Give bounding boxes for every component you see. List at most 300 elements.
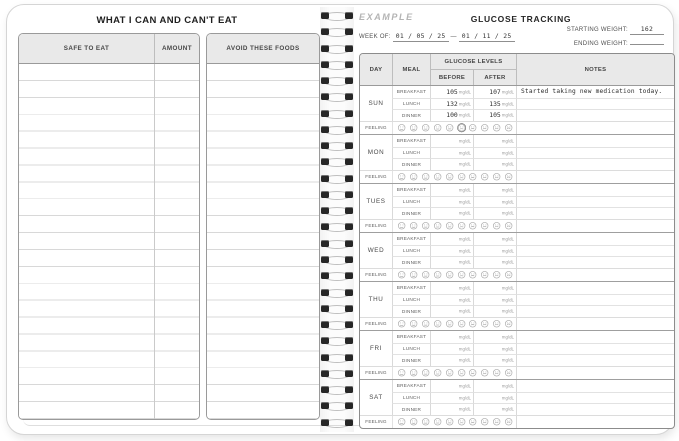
after-value-cell — [473, 207, 516, 219]
feeling-row — [360, 121, 674, 135]
safe-table-column-divider — [154, 64, 155, 419]
feeling-face-icon — [421, 368, 430, 378]
before-value-cell — [430, 158, 473, 170]
glucose-table-body — [360, 86, 674, 428]
feeling-face-icon — [445, 417, 454, 427]
feeling-face-icon — [421, 172, 430, 182]
unit-label: mg/dL — [458, 138, 471, 144]
unit-label: mg/dL — [458, 112, 471, 118]
before-value-cell — [430, 354, 473, 366]
unit-label: mg/dL — [458, 346, 471, 352]
feeling-face-icon — [504, 368, 513, 378]
note-text — [516, 245, 674, 257]
spiral-hole-right — [345, 289, 353, 296]
after-value-cell — [473, 282, 516, 294]
unit-label: mg/dL — [458, 285, 471, 291]
unit-label: mg/dL — [458, 210, 471, 216]
left-page-title: WHAT I CAN AND CAN'T EAT — [96, 15, 238, 26]
feeling-face-icon — [457, 172, 466, 182]
note-text: Started taking new medication today. — [516, 86, 674, 98]
unit-label: mg/dL — [501, 199, 514, 205]
feeling-face-icon — [397, 172, 406, 182]
feeling-scale — [392, 416, 516, 429]
feeling-notes-cell — [516, 318, 674, 331]
feeling-row — [360, 415, 674, 429]
feeling-row — [360, 268, 674, 282]
feeling-face-icon — [409, 123, 418, 133]
feeling-notes-cell — [516, 416, 674, 429]
unit-label: mg/dL — [501, 346, 514, 352]
meal-label-lunch: LUNCH — [392, 245, 430, 257]
after-value-cell — [473, 158, 516, 170]
feeling-face-icon — [480, 319, 489, 329]
ending-weight-value — [630, 43, 664, 45]
note-text — [516, 207, 674, 219]
before-value-cell — [430, 331, 473, 343]
notebook-cover — [6, 4, 674, 435]
day-block — [360, 330, 674, 379]
day-block — [360, 281, 674, 330]
meal-label-breakfast: BREAKFAST — [392, 331, 430, 343]
after-value-cell — [473, 147, 516, 159]
spiral-hole-left — [321, 28, 329, 35]
feeling-face-icon — [409, 172, 418, 182]
spiral-hole-right — [345, 175, 353, 182]
feeling-face-icon — [445, 221, 454, 231]
feeling-face-icon — [397, 123, 406, 133]
spiral-loop-icon — [320, 173, 354, 185]
after-value-cell — [473, 392, 516, 404]
safe-table-blank-rows — [19, 64, 199, 419]
note-text — [516, 331, 674, 343]
before-value-cell — [430, 147, 473, 159]
unit-label: mg/dL — [458, 297, 471, 303]
unit-label: mg/dL — [501, 297, 514, 303]
meal-label-breakfast: BREAKFAST — [392, 233, 430, 245]
feeling-notes-cell — [516, 171, 674, 184]
unit-label: mg/dL — [458, 334, 471, 340]
spiral-loop-icon — [320, 75, 354, 87]
spiral-loop-icon — [320, 319, 354, 331]
spiral-loop-icon — [320, 303, 354, 315]
note-text — [516, 135, 674, 147]
avoid-foods-table — [206, 33, 320, 420]
feeling-scale — [392, 122, 516, 135]
week-end-date: 01 / 11 / 25 — [459, 32, 515, 42]
feeling-face-icon — [504, 270, 513, 280]
spiral-hole-right — [345, 93, 353, 100]
feeling-face-icon — [433, 270, 442, 280]
feeling-face-icon — [480, 368, 489, 378]
avoid-table-header — [207, 34, 319, 64]
spiral-loop-icon — [320, 221, 354, 233]
after-value-cell — [473, 109, 516, 121]
glucose-before-value: 100 — [446, 111, 458, 120]
unit-label: mg/dL — [501, 112, 514, 118]
note-text — [516, 184, 674, 196]
unit-label: mg/dL — [458, 406, 471, 412]
unit-label: mg/dL — [501, 395, 514, 401]
spiral-hole-left — [321, 77, 329, 84]
feeling-face-icon — [480, 417, 489, 427]
feeling-row — [360, 219, 674, 233]
glucose-tracking-table — [359, 53, 675, 429]
glucose-after-value: 135 — [489, 99, 501, 108]
spiral-hole-right — [345, 45, 353, 52]
spiral-hole-left — [321, 207, 329, 214]
starting-weight-label: STARTING WEIGHT: — [566, 27, 629, 33]
feeling-face-icon — [445, 368, 454, 378]
spiral-loop-icon — [320, 368, 354, 380]
feeling-notes-cell — [516, 367, 674, 380]
spiral-hole-right — [345, 337, 353, 344]
before-value-cell — [430, 392, 473, 404]
unit-label: mg/dL — [501, 334, 514, 340]
note-text — [516, 294, 674, 306]
spiral-loop-icon — [320, 59, 354, 71]
feeling-face-icon — [504, 172, 513, 182]
unit-label: mg/dL — [458, 236, 471, 242]
spiral-hole-right — [345, 272, 353, 279]
meal-label-lunch: LUNCH — [392, 392, 430, 404]
spiral-hole-right — [345, 12, 353, 19]
after-value-cell — [473, 380, 516, 392]
spiral-hole-right — [345, 256, 353, 263]
note-text — [516, 354, 674, 366]
unit-label: mg/dL — [501, 210, 514, 216]
note-text — [516, 282, 674, 294]
feeling-face-icon — [421, 319, 430, 329]
spiral-loop-icon — [320, 10, 354, 22]
spiral-loop-icon — [320, 26, 354, 38]
unit-label: mg/dL — [501, 101, 514, 107]
spiral-hole-right — [345, 77, 353, 84]
spiral-hole-right — [345, 305, 353, 312]
after-value-cell — [473, 233, 516, 245]
note-text — [516, 392, 674, 404]
spiral-hole-left — [321, 370, 329, 377]
meal-label-dinner: DINNER — [392, 109, 430, 121]
feeling-face-icon — [397, 221, 406, 231]
spiral-loop-icon — [320, 287, 354, 299]
spiral-binding — [320, 7, 354, 432]
spiral-loop-icon — [320, 189, 354, 201]
feeling-scale — [392, 220, 516, 233]
after-value-cell — [473, 196, 516, 208]
before-value-cell — [430, 135, 473, 147]
weight-fields — [567, 25, 664, 53]
unit-label: mg/dL — [501, 406, 514, 412]
before-value-cell — [430, 403, 473, 415]
feeling-face-icon — [409, 270, 418, 280]
spiral-loop-icon — [320, 124, 354, 136]
feeling-label: FEELING — [365, 321, 387, 327]
feeling-face-icon — [492, 417, 501, 427]
day-label: WED — [367, 246, 385, 254]
note-text — [516, 147, 674, 159]
after-value-cell — [473, 256, 516, 268]
spiral-hole-left — [321, 61, 329, 68]
spiral-loop-icon — [320, 384, 354, 396]
unit-label: mg/dL — [458, 395, 471, 401]
after-value-cell — [473, 305, 516, 317]
spiral-hole-right — [345, 386, 353, 393]
starting-weight-value: 162 — [630, 25, 664, 35]
note-text — [516, 109, 674, 121]
after-value-cell — [473, 245, 516, 257]
notes-column-header: NOTES — [516, 54, 674, 85]
feeling-scale — [392, 171, 516, 184]
spiral-hole-left — [321, 386, 329, 393]
spiral-hole-left — [321, 93, 329, 100]
meal-label-breakfast: BREAKFAST — [392, 184, 430, 196]
unit-label: mg/dL — [458, 259, 471, 265]
feeling-label: FEELING — [365, 223, 387, 229]
spiral-hole-left — [321, 272, 329, 279]
day-column-header: DAY — [369, 66, 383, 73]
meal-label-dinner: DINNER — [392, 256, 430, 268]
feeling-label: FEELING — [365, 370, 387, 376]
unit-label: mg/dL — [458, 308, 471, 314]
before-value-cell — [430, 184, 473, 196]
glucose-before-value: 105 — [446, 87, 458, 96]
feeling-notes-cell — [516, 122, 674, 135]
feeling-face-icon — [504, 123, 513, 133]
feeling-face-icon — [492, 172, 501, 182]
feeling-face-icon — [480, 123, 489, 133]
feeling-scale — [392, 367, 516, 380]
day-block — [360, 183, 674, 232]
feeling-notes-cell — [516, 269, 674, 282]
feeling-face-icon — [397, 417, 406, 427]
meal-label-breakfast: BREAKFAST — [392, 380, 430, 392]
note-text — [516, 305, 674, 317]
spiral-hole-right — [345, 354, 353, 361]
spiral-hole-right — [345, 321, 353, 328]
feeling-face-icon — [492, 221, 501, 231]
feeling-face-icon — [445, 172, 454, 182]
unit-label: mg/dL — [501, 236, 514, 242]
spiral-loop-icon — [320, 400, 354, 412]
feeling-face-icon — [457, 417, 466, 427]
feeling-face-icon — [492, 319, 501, 329]
spiral-hole-left — [321, 256, 329, 263]
note-text — [516, 196, 674, 208]
spiral-hole-right — [345, 223, 353, 230]
unit-label: mg/dL — [501, 138, 514, 144]
spiral-hole-left — [321, 402, 329, 409]
spiral-hole-right — [345, 28, 353, 35]
feeling-face-icon — [409, 368, 418, 378]
spiral-loop-icon — [320, 156, 354, 168]
week-of-label: WEEK OF: — [359, 34, 391, 40]
meal-label-lunch: LUNCH — [392, 98, 430, 110]
meal-column-header: MEAL — [392, 54, 430, 85]
spiral-hole-left — [321, 419, 329, 426]
safe-to-eat-table — [18, 33, 200, 420]
spiral-loop-icon — [320, 270, 354, 282]
feeling-face-icon — [421, 221, 430, 231]
after-value-cell — [473, 294, 516, 306]
before-value-cell — [430, 282, 473, 294]
unit-label: mg/dL — [501, 285, 514, 291]
spiral-loop-icon — [320, 352, 354, 364]
after-value-cell — [473, 343, 516, 355]
feeling-face-icon — [421, 123, 430, 133]
day-label: SUN — [368, 99, 384, 107]
feeling-face-icon — [433, 319, 442, 329]
feeling-face-icon — [468, 368, 477, 378]
after-value-cell — [473, 331, 516, 343]
feeling-notes-cell — [516, 220, 674, 233]
meal-label-breakfast: BREAKFAST — [392, 86, 430, 98]
unit-label: mg/dL — [458, 248, 471, 254]
feeling-face-icon — [457, 221, 466, 231]
unit-label: mg/dL — [458, 89, 471, 95]
feeling-face-icon — [421, 270, 430, 280]
safe-to-eat-column-header: SAFE TO EAT — [63, 45, 110, 52]
feeling-face-icon — [433, 123, 442, 133]
note-text — [516, 233, 674, 245]
day-block — [360, 134, 674, 183]
spiral-hole-left — [321, 191, 329, 198]
note-text — [516, 98, 674, 110]
before-value-cell — [430, 305, 473, 317]
feeling-face-icon — [397, 368, 406, 378]
unit-label: mg/dL — [458, 357, 471, 363]
unit-label: mg/dL — [458, 161, 471, 167]
spiral-hole-left — [321, 45, 329, 52]
feeling-label: FEELING — [365, 174, 387, 180]
glucose-table-header — [360, 54, 674, 86]
spiral-loop-icon — [320, 108, 354, 120]
feeling-face-icon — [433, 417, 442, 427]
spiral-hole-right — [345, 419, 353, 426]
meal-label-lunch: LUNCH — [392, 147, 430, 159]
feeling-row — [360, 366, 674, 380]
meal-label-lunch: LUNCH — [392, 343, 430, 355]
before-value-cell — [430, 109, 473, 121]
note-text — [516, 403, 674, 415]
meal-label-dinner: DINNER — [392, 158, 430, 170]
feeling-face-icon — [492, 368, 501, 378]
spiral-hole-left — [321, 223, 329, 230]
week-of-line — [359, 32, 515, 42]
note-text — [516, 343, 674, 355]
spiral-hole-right — [345, 207, 353, 214]
glucose-before-value: 132 — [446, 99, 458, 108]
feeling-face-icon — [397, 270, 406, 280]
after-column-header: AFTER — [473, 69, 516, 85]
unit-label: mg/dL — [458, 187, 471, 193]
feeling-face-icon — [468, 172, 477, 182]
spiral-hole-left — [321, 142, 329, 149]
feeling-scale — [392, 269, 516, 282]
after-value-cell — [473, 135, 516, 147]
glucose-after-value: 107 — [489, 87, 501, 96]
day-label: MON — [367, 148, 385, 156]
spiral-loop-icon — [320, 254, 354, 266]
spiral-hole-left — [321, 12, 329, 19]
note-text — [516, 256, 674, 268]
unit-label: mg/dL — [458, 199, 471, 205]
spiral-loop-icon — [320, 140, 354, 152]
feeling-face-icon — [480, 172, 489, 182]
right-page-title: GLUCOSE TRACKING — [470, 14, 572, 24]
before-value-cell — [430, 207, 473, 219]
day-label: THU — [368, 295, 384, 303]
spiral-hole-left — [321, 158, 329, 165]
before-value-cell — [430, 256, 473, 268]
day-label: TUES — [366, 197, 386, 205]
feeling-face-icon — [468, 123, 477, 133]
before-column-header: BEFORE — [430, 69, 473, 85]
spiral-loop-icon — [320, 205, 354, 217]
before-value-cell — [430, 196, 473, 208]
spiral-hole-left — [321, 126, 329, 133]
feeling-face-icon — [504, 319, 513, 329]
avoid-table-blank-rows — [207, 64, 319, 419]
meal-label-lunch: LUNCH — [392, 294, 430, 306]
spiral-hole-right — [345, 402, 353, 409]
ending-weight-label: ENDING WEIGHT: — [573, 41, 629, 47]
feeling-face-icon — [468, 417, 477, 427]
glucose-levels-column-header: GLUCOSE LEVELS — [430, 54, 516, 69]
meal-label-dinner: DINNER — [392, 354, 430, 366]
spiral-hole-right — [345, 142, 353, 149]
unit-label: mg/dL — [501, 187, 514, 193]
after-value-cell — [473, 354, 516, 366]
unit-label: mg/dL — [501, 259, 514, 265]
spiral-loop-icon — [320, 91, 354, 103]
safe-table-header — [19, 34, 199, 64]
unit-label: mg/dL — [458, 383, 471, 389]
spiral-loop-icon — [320, 43, 354, 55]
feeling-face-icon — [433, 221, 442, 231]
spiral-hole-right — [345, 191, 353, 198]
feeling-face-icon — [504, 221, 513, 231]
before-value-cell — [430, 86, 473, 98]
week-start-date: 01 / 05 / 25 — [393, 32, 449, 42]
feeling-face-icon — [445, 123, 454, 133]
day-block — [360, 232, 674, 281]
after-value-cell — [473, 403, 516, 415]
meal-label-dinner: DINNER — [392, 403, 430, 415]
feeling-row — [360, 317, 674, 331]
feeling-face-icon-selected — [457, 123, 466, 133]
day-label: FRI — [370, 344, 382, 352]
before-value-cell — [430, 245, 473, 257]
spiral-hole-right — [345, 126, 353, 133]
unit-label: mg/dL — [458, 101, 471, 107]
before-value-cell — [430, 233, 473, 245]
spiral-loop-icon — [320, 238, 354, 250]
spiral-loop-icon — [320, 417, 354, 429]
feeling-face-icon — [433, 368, 442, 378]
feeling-label: FEELING — [365, 272, 387, 278]
feeling-face-icon — [468, 319, 477, 329]
day-block — [360, 86, 674, 134]
meal-label-lunch: LUNCH — [392, 196, 430, 208]
feeling-face-icon — [480, 270, 489, 280]
spiral-hole-right — [345, 61, 353, 68]
unit-label: mg/dL — [501, 308, 514, 314]
example-watermark: EXAMPLE — [359, 12, 414, 22]
meal-label-breakfast: BREAKFAST — [392, 135, 430, 147]
spiral-hole-right — [345, 110, 353, 117]
feeling-face-icon — [492, 123, 501, 133]
after-value-cell — [473, 98, 516, 110]
